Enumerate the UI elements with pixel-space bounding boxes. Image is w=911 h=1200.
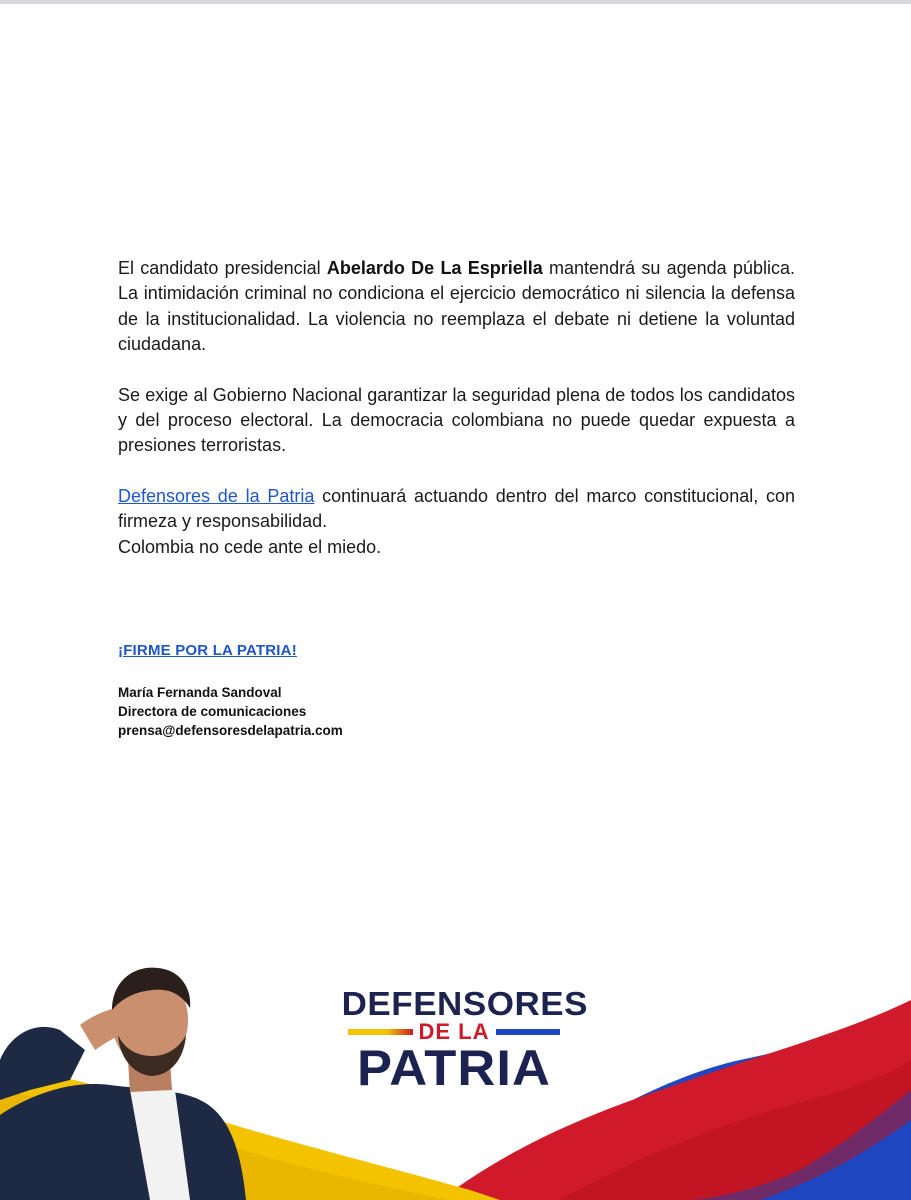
logo-bar-left — [348, 1029, 413, 1035]
slogan-link[interactable]: ¡FIRME POR LA PATRIA! — [118, 642, 297, 659]
page-top-border — [0, 0, 911, 4]
logo-line-patria: PATRIA — [357, 1040, 551, 1096]
paragraph-closing: Colombia no cede ante el miedo. — [118, 536, 382, 557]
paragraph-security: Se exige al Gobierno Nacional garantizar la seguridad plena de todos los candidatos y del proceso electoral. La democracia colombiana no puede quedar expuesta a presiones terroristas. — [118, 384, 795, 456]
defensores-link[interactable]: Defensores de la Patria — [118, 485, 315, 506]
logo-line-de-la: DE LA — [418, 1019, 490, 1044]
press-release-body — [118, 256, 795, 560]
defensores-logo — [341, 985, 588, 1096]
logo-bar-right — [496, 1029, 561, 1035]
paragraph-agenda: El candidato presidencial Abelardo De La Espriella mantendrá su agenda pública. La intimidación criminal no condiciona el ejercicio democrático ni silencia la defensa de la institucionalidad. La violencia no reemplaza el debate ni detiene la voluntad ciudadana. — [118, 258, 795, 355]
candidate-portrait — [0, 968, 246, 1200]
paragraph-constitutional: Defensores de la Patria continuará actuando dentro del marco constitucional, con firmeza y responsabilidad. — [118, 485, 795, 532]
signer-title: Directora de comunicaciones — [118, 704, 307, 719]
signer-name: María Fernanda Sandoval — [118, 685, 282, 700]
signature-block — [118, 642, 518, 740]
candidate-name: Abelardo De La Espriella — [326, 258, 543, 278]
logo-line-defensores: DEFENSORES — [341, 985, 588, 1022]
logo-middle-row — [348, 1019, 560, 1044]
signer-email: prensa@defensoresdelapatria.com — [118, 723, 343, 738]
